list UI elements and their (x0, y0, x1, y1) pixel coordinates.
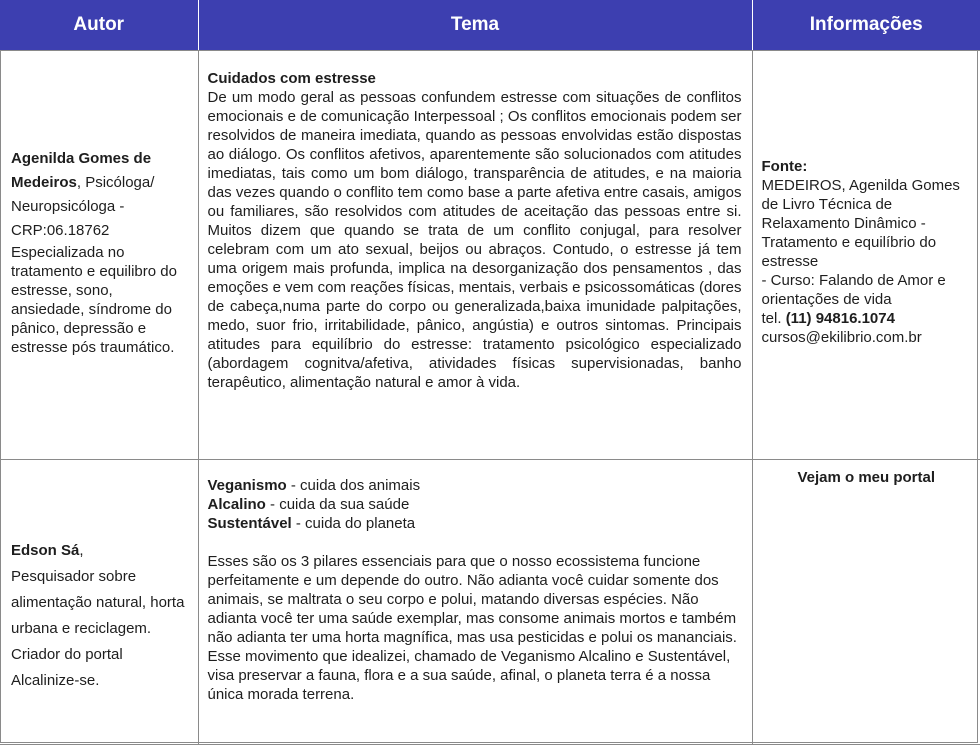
pillar-item (208, 495, 742, 514)
table-row (0, 460, 980, 745)
portal-link[interactable]: Vejam o meu portal (797, 469, 936, 486)
topic-cell (198, 460, 752, 745)
topic-cell (198, 51, 752, 460)
header-row (0, 0, 980, 51)
author-role: , Psicóloga/ (76, 174, 155, 191)
phone-number: (11) 94816.1074 (785, 310, 895, 327)
author-details: Especializada no tratamento e equilibro do estresse, sono, ansiedade, síndrome do pânico, depressão e estresse pós traumático. (11, 244, 177, 356)
info-cell (752, 460, 980, 745)
source-label: Fonte: (761, 158, 808, 175)
course-text: - Curso: Falando de Amor e orientações de vida (761, 272, 946, 308)
author-name: Edson Sá (11, 542, 80, 559)
phone-prefix: tel. (761, 310, 786, 327)
author-title: Neuropsicóloga - (11, 198, 125, 215)
pillar-desc: - cuida dos animais (286, 477, 421, 494)
author-name-suffix: , (79, 542, 84, 559)
source-text: MEDEIROS, Agenilda Gomes de Livro Técnica de Relaxamento Dinâmico - Tratamento e equilíbrio do estresse (761, 177, 960, 270)
pillar-desc: - cuida do planeta (291, 515, 416, 532)
author-cell (0, 460, 198, 745)
topic-body: De um modo geral as pessoas confundem estresse com situações de conflitos emocionais e de comunicação Interpessoal ; Os conflitos emocionais podem ser resolvidos de maneira imediata, quando as pessoas envolvidas estão dispostas ao diálogo. Os conflitos afetivos, aparentemente são solucionados com atitudes imediatas, tais como um bom diálogo, transparência de atitudes, e na maioria das vezes quando o conflito tem como base a parte afetiva entre casais, amigos ou familiares, são resolvidos com atitudes de aceitação das pessoas entre si. Muitos dizem que quando se trata de um conflito conjugal, para resolver celebram com um ato sexual, beijos ou abraços. Contudo, o estresse já tem uma origem mais profunda, implica na desorganização dos pensamentos , das emoções e vem com reações físicas, mentais, verbais e psicossomáticas (dores de cabeça,numa parte do corpo ou generalizada,baixa imunidade palpitações, medo, suor frio, irritabilidade, pânico, angústia) e outros sintomas. Principais atitudes para equilíbrio do estresse: tratamento psicológico especializado (abordagem cognitva/afetiva, atividades físicas supervisionadas, banho terapêutico, alimentação natural e amor à vida. (207, 89, 742, 391)
info-cell (752, 51, 980, 460)
phone-line (762, 309, 975, 328)
header-topic: Tema (198, 0, 752, 51)
header-info: Informações (752, 0, 980, 51)
pillar-desc: - cuida da sua saúde (265, 496, 410, 513)
topic-body: Esses são os 3 pilares essenciais para que o nosso ecossistema funcione perfeitamente e um depende do outro. Não adianta você cuidar somente dos animais, se maltrata o seu corpo e polui, matando diversas espécies. Não adianta você ter uma saúde exemplar, mas consome animais mortos e também não adianta ter uma horta magnífica, mas usa pesticidas e polui os mananciais. Esse movimento que idealizei, chamado de Veganismo Alcalino e Sustentável, visa preservar a fauna, flora e a sua saúde, afinal, o planeta terra é a nossa única morada terrena. (207, 553, 737, 703)
email-text: cursos@ekilibrio.com.br (761, 329, 922, 346)
pillar-term: Veganismo (207, 477, 287, 494)
pillar-term: Alcalino (207, 496, 266, 513)
header-author: Autor (0, 0, 198, 51)
pillar-term: Sustentável (207, 515, 292, 532)
author-name: Agenilda Gomes de Medeiros (11, 150, 152, 191)
author-cell (0, 51, 198, 460)
table-row (0, 51, 980, 460)
topic-title: Cuidados com estresse (207, 70, 376, 87)
author-registration: CRP:06.18762 (11, 222, 110, 239)
author-details: Pesquisador sobre alimentação natural, horta urbana e reciclagem. Criador do portal Alcalinize-se. (11, 568, 185, 689)
pillar-item (208, 514, 742, 533)
pillar-item (208, 476, 742, 495)
